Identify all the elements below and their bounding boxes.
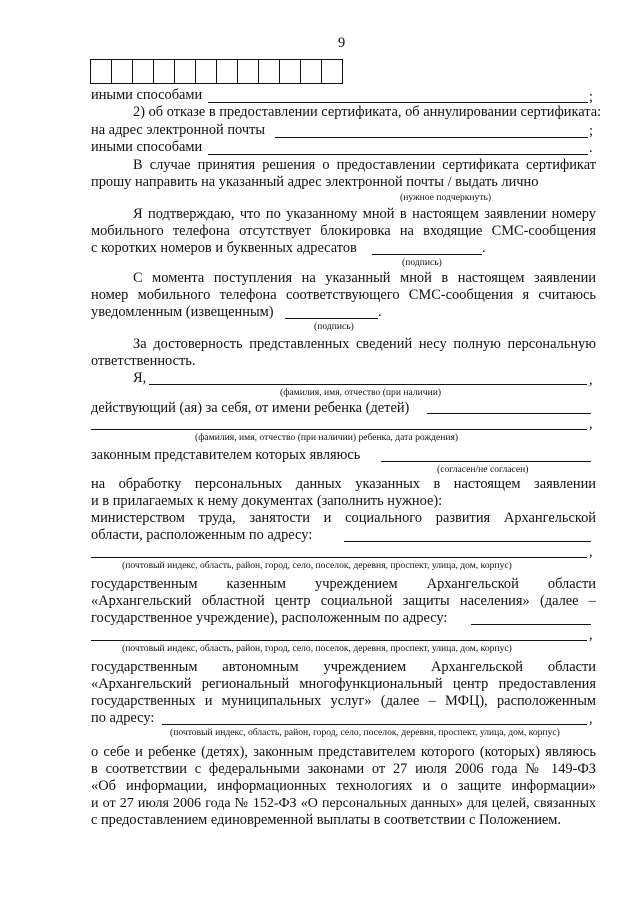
code-cell[interactable] bbox=[321, 59, 343, 84]
code-cell[interactable] bbox=[132, 59, 154, 84]
code-cell[interactable] bbox=[111, 59, 133, 84]
consent-field[interactable] bbox=[381, 461, 591, 462]
email-field[interactable] bbox=[275, 137, 588, 138]
other-ways-label: иными способами bbox=[91, 87, 203, 103]
gau-line: государственным автономным учреждением Архангельской области bbox=[91, 659, 596, 675]
about-line: и от 27 июля 2006 года № 152-ФЗ «О персональных данных» для целей, связанных bbox=[91, 796, 596, 811]
ministry-address-field-2[interactable] bbox=[91, 557, 587, 558]
hint-address: (почтовый индекс, область, район, город, село, поселок, деревня, проспект, улица, дом, корпус) bbox=[122, 643, 512, 654]
confirm-line: с коротких номеров и буквенных адресатов bbox=[91, 240, 357, 256]
code-cell[interactable] bbox=[90, 59, 112, 84]
gau-line: по адресу: bbox=[91, 710, 155, 726]
hint-address: (почтовый индекс, область, район, город, село, поселок, деревня, проспект, улица, дом, корпус) bbox=[170, 727, 560, 738]
other-ways-field[interactable] bbox=[208, 102, 588, 103]
moment-line: уведомленным (извещенным) bbox=[91, 304, 274, 320]
hint-underline: (нужное подчеркнуть) bbox=[400, 192, 492, 203]
code-cell[interactable] bbox=[237, 59, 259, 84]
moment-line: номер мобильного телефона соответствующего СМС-сообщения я считаюсь bbox=[91, 287, 596, 303]
confirm-line: Я подтверждаю, что по указанному мной в настоящем заявлении номеру bbox=[133, 206, 596, 222]
semicolon: ; bbox=[589, 123, 593, 139]
comma: , bbox=[589, 627, 593, 643]
about-line: о себе и ребенке (детях), законным представителем которого (которых) являюсь bbox=[91, 744, 596, 760]
acting-label: действующий (ая) за себя, от имени ребенка (детей) bbox=[91, 400, 410, 416]
hint-address: (почтовый индекс, область, район, город, село, поселок, деревня, проспект, улица, дом, корпус) bbox=[122, 560, 512, 571]
code-cell[interactable] bbox=[174, 59, 196, 84]
hint-fio: (фамилия, имя, отчество (при наличии) bbox=[280, 387, 442, 398]
comma: , bbox=[589, 544, 593, 560]
children-field[interactable] bbox=[427, 413, 591, 414]
fio-field[interactable] bbox=[149, 384, 587, 385]
ministry-line: министерством труда, занятости и социального развития Архангельской bbox=[91, 510, 596, 526]
processing-line: и в прилагаемых к нему документах (заполнить нужное): bbox=[91, 493, 443, 509]
gku-line: «Архангельский областной центр социальной защиты населения» (далее – bbox=[91, 593, 596, 609]
responsibility-line: За достоверность представленных сведений несу полную персональную bbox=[133, 336, 596, 352]
processing-line: на обработку персональных данных указанных в настоящем заявлении bbox=[91, 476, 596, 492]
hint-child: (фамилия, имя, отчество (при наличии) ребенка, дата рождения) bbox=[195, 432, 459, 443]
semicolon: ; bbox=[589, 89, 593, 105]
comma: , bbox=[589, 416, 593, 432]
gau-line: «Архангельский региональный многофункциональный центр предоставления bbox=[91, 676, 596, 692]
cert-decision-line: прошу направить на указанный адрес электронной почты / выдать лично bbox=[91, 174, 539, 190]
about-line: «Об информации, информационных технологиях и о защите информации» bbox=[91, 778, 596, 794]
comma: , bbox=[589, 372, 593, 388]
code-cell[interactable] bbox=[153, 59, 175, 84]
i-label: Я, bbox=[133, 370, 147, 386]
moment-line: С момента поступления на указанный мной в настоящем заявлении bbox=[133, 270, 596, 286]
code-cell[interactable] bbox=[216, 59, 238, 84]
gku-line: государственное учреждение), расположенным по адресу: bbox=[91, 610, 448, 626]
ministry-address-field[interactable] bbox=[344, 541, 591, 542]
mfc-address-field[interactable] bbox=[162, 724, 587, 725]
hint-consent: (согласен/не согласен) bbox=[437, 464, 529, 475]
hint-signature: (подпись) bbox=[402, 257, 442, 268]
signature-field[interactable] bbox=[372, 254, 482, 255]
period: . bbox=[378, 304, 382, 320]
confirm-line: мобильного телефона отсутствует блокировка на входящие СМС-сообщения bbox=[91, 223, 596, 239]
gku-address-field-2[interactable] bbox=[91, 640, 587, 641]
children-field-2[interactable] bbox=[91, 429, 587, 430]
legal-rep-label: законным представителем которых являюсь bbox=[91, 447, 361, 463]
code-cells bbox=[91, 59, 343, 84]
refusal-item: 2) об отказе в предоставлении сертификата, об аннулировании сертификата: bbox=[133, 104, 602, 120]
about-line: в соответствии с федеральными законами от 27 июля 2006 года № 149-ФЗ bbox=[91, 761, 596, 777]
email-label: на адрес электронной почты bbox=[91, 122, 266, 138]
responsibility-line: ответственность. bbox=[91, 353, 196, 369]
page-number: 9 bbox=[338, 35, 346, 51]
hint-signature: (подпись) bbox=[314, 321, 354, 332]
gku-address-field[interactable] bbox=[471, 624, 591, 625]
other-ways-field-2[interactable] bbox=[208, 154, 588, 155]
code-cell[interactable] bbox=[279, 59, 301, 84]
other-ways-label-2: иными способами bbox=[91, 139, 203, 155]
code-cell[interactable] bbox=[258, 59, 280, 84]
ministry-line: области, расположенным по адресу: bbox=[91, 527, 313, 543]
comma: , bbox=[589, 711, 593, 727]
period: . bbox=[482, 240, 486, 256]
about-line: с предоставлением единовременной выплаты в соответствии с Положением. bbox=[91, 812, 561, 828]
gku-line: государственным казенным учреждением Архангельской области bbox=[91, 576, 596, 592]
cert-decision-line: В случае принятия решения о предоставлении сертификата сертификат bbox=[133, 157, 596, 173]
code-cell[interactable] bbox=[300, 59, 322, 84]
gau-line: государственных и муниципальных услуг» (далее – МФЦ), расположенным bbox=[91, 693, 596, 709]
period: . bbox=[589, 140, 593, 156]
code-cell[interactable] bbox=[195, 59, 217, 84]
signature-field[interactable] bbox=[285, 318, 378, 319]
